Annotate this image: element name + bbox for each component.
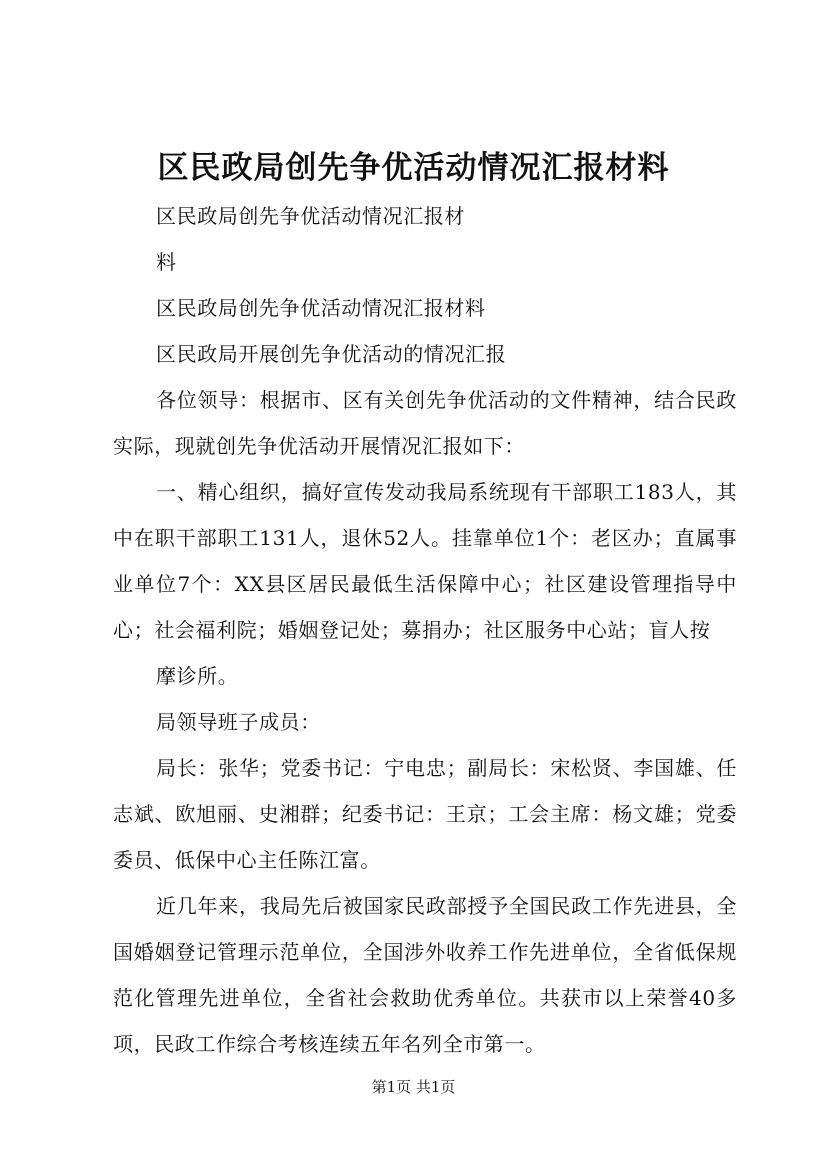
paragraph: 区民政局创先争优活动情况汇报材料 — [156, 296, 486, 320]
paragraph: 近几年来，我局先后被国家民政部授予全国民政工作先进县，全国婚姻登记管理示范单位，全国涉外收养工作先进单位，全省低保规范化管理先进单位，全省社会救助优秀单位。共获市以上荣誉40多项，民政工作综合考核连续五年名列全市第一。 — [113, 894, 737, 1056]
paragraph: 各位领导：根据市、区有关创先争优活动的文件精神，结合民政实际，现就创先争优活动开展情况汇报如下： — [113, 388, 737, 458]
paragraph: 局领导班子成员： — [156, 710, 321, 734]
paragraph: 区民政局创先争优活动情况汇报材 — [156, 204, 465, 228]
page-footer: 第1页 共1页 — [371, 1078, 456, 1096]
paragraph: 一、精心组织，搞好宣传发动我局系统现有干部职工183人，其中在职干部职工131人，退休52人。挂靠单位1个：老区办；直属事业单位7个：XX县区居民最低生活保障中心；社区建设管理指导中心；社会福利院；婚姻登记处；募捐办；社区服务中心站；盲人按 — [113, 480, 737, 642]
paragraph: 料 — [156, 250, 177, 274]
paragraph: 摩诊所。 — [156, 664, 239, 688]
paragraph: 局长：张华；党委书记：宁电忠；副局长：宋松贤、李国雄、任志斌、欧旭丽、史湘群；纪委书记：王京；工会主席：杨文雄；党委委员、低保中心主任陈江富。 — [113, 756, 737, 872]
paragraph: 区民政局开展创先争优活动的情况汇报 — [156, 342, 507, 366]
document-title: 区民政局创先争优活动情况汇报材料 — [157, 150, 670, 186]
document-body — [113, 193, 737, 1067]
